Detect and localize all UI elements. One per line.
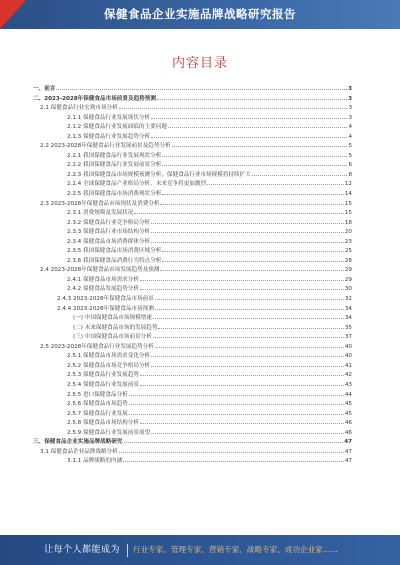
toc-page-number: 42 (344, 372, 352, 379)
toc-leader-dots (153, 337, 344, 338)
toc-page-number: 8 (348, 171, 352, 178)
toc-entry-label: (三) 中国保健食品市场前景分析 (73, 334, 152, 341)
toc-entry[interactable] (33, 276, 352, 286)
toc-entry-label: 2.1.3 保健食品行业发展趋势分析 (67, 133, 151, 140)
toc-entry[interactable] (33, 257, 352, 267)
toc-entry[interactable] (33, 247, 352, 257)
toc-entry-label: 2.5.1 保健食品市场需求变化分析 (67, 353, 151, 360)
toc-entry[interactable] (33, 448, 352, 458)
toc-entry[interactable] (33, 419, 352, 429)
toc-page-number: 4 (348, 133, 352, 140)
toc-page-number: 12 (344, 181, 352, 188)
toc-leader-dots (162, 261, 344, 262)
toc-entry-label: 2.4.2 保健食品发展趋势分析 (67, 286, 139, 293)
toc-leader-dots (140, 375, 344, 376)
toc-entry-label: 2.4.3 2023-2028年保健食品市场前景 (57, 296, 154, 303)
toc-page-number: 3 (348, 95, 352, 102)
toc-leader-dots (168, 127, 348, 128)
toc-entry[interactable] (33, 333, 352, 343)
toc-leader-dots (140, 280, 344, 281)
toc-leader-dots (160, 204, 343, 205)
toc-entry-label: 2.2.2 我国保健食品行业发展前景分析 (67, 162, 162, 169)
toc-page-number: 3 (348, 105, 352, 112)
toc-entry-label: 2.3 2023-2028年保健食品市场现状及消费分析 (40, 200, 160, 207)
toc-entry-label: 三、保健食品企业实施品牌战略研究 (33, 439, 123, 446)
toc-entry[interactable] (33, 104, 352, 114)
toc-leader-dots (134, 213, 344, 214)
toc-entry-label: 2.3.5 我国保健食品市场消费区域分析 (67, 248, 162, 255)
footer-slogan-right: 行业专家、管理专家、营销专家、战略专家、成功企业家…… (133, 545, 339, 554)
toc-entry[interactable] (33, 343, 352, 353)
toc-page-number: 45 (344, 410, 352, 417)
toc-leader-dots (252, 175, 348, 176)
toc-entry-label: 2.5.7 保健食品行业发展 (67, 410, 128, 417)
toc-entry[interactable] (33, 152, 352, 162)
toc-entry[interactable] (33, 228, 352, 238)
toc-entry-label: 2.2.1 我国保健食品行业发展现状分析 (67, 152, 162, 159)
page-footer (0, 535, 400, 565)
toc-entry[interactable] (33, 400, 352, 410)
toc-page-number: 40 (344, 343, 352, 350)
toc-entry-label: 2.2.4 全球保健食品产业格局分析，未来竞争将更加激烈 (67, 181, 207, 188)
toc-page-number: 15 (344, 200, 352, 207)
toc-page-number: 29 (344, 276, 352, 283)
toc-entry[interactable] (33, 142, 352, 152)
footer-slogan-left: 让每个人都能成为 (44, 545, 121, 555)
toc-page-number: 47 (344, 448, 352, 455)
toc-leader-dots (207, 184, 344, 185)
toc-page-number: 25 (344, 248, 352, 255)
toc-page-number: 34 (344, 305, 352, 312)
toc-page-number: 14 (344, 191, 352, 198)
toc-leader-dots (56, 89, 347, 90)
toc-page-number: 40 (344, 353, 352, 360)
toc-entry-label: 一、前言 (33, 86, 56, 92)
toc-entry[interactable] (33, 324, 352, 334)
toc-entry[interactable] (33, 171, 352, 181)
toc-leader-dots (140, 423, 344, 424)
toc-leader-dots (123, 461, 344, 462)
toc-entry[interactable] (33, 200, 352, 210)
toc-page-number: 44 (344, 391, 352, 398)
toc-entry-label: 3.1.1 品牌战略的内涵 (67, 458, 123, 465)
toc-leader-dots (140, 385, 344, 386)
toc-entry[interactable] (33, 429, 352, 439)
toc-page-number: 3 (348, 114, 352, 121)
toc-entry[interactable] (33, 362, 352, 372)
footer-divider (127, 544, 128, 557)
toc-page-number: 41 (344, 362, 352, 369)
toc-entry[interactable] (33, 381, 352, 391)
toc-entry-label: 2.3.4 保健食品市场消费群体分析 (67, 238, 151, 245)
toc-page-number: 32 (344, 296, 352, 303)
toc-page-number: 45 (344, 401, 352, 408)
toc-leader-dots (124, 442, 344, 443)
toc-entry-label: 2.5.5 进口保健食品分析 (67, 391, 128, 398)
toc-leader-dots (151, 356, 344, 357)
toc-leader-dots (129, 404, 344, 405)
toc-entry-label: 2.5.3 保健食品行业发展趋势 (67, 372, 139, 379)
toc-entry-label: 2.2.5 我国保健食品市场消费现状分析 (67, 191, 162, 198)
toc-page-number: 47 (344, 439, 352, 446)
toc-page-number: 6 (348, 162, 352, 169)
toc-entry-label: 2.3.2 保健食品行业竞争格局分析 (67, 219, 151, 226)
report-title: 保健食品企业实施品牌战略研究报告 (104, 7, 296, 21)
toc-entry[interactable] (33, 161, 352, 171)
toc-entry[interactable] (33, 85, 352, 95)
toc-page-number: 29 (344, 267, 352, 274)
toc-page-number: 35 (344, 324, 352, 331)
toc-leader-dots (162, 251, 344, 252)
toc-entry-label: 2.2 2023-2028年保健食品行业发展前景及趋势分析 (40, 143, 171, 150)
toc-leader-dots (162, 156, 347, 157)
toc-leader-dots (157, 99, 347, 100)
toc-entry[interactable] (33, 238, 352, 248)
toc-entry-label: 2.5.9 保健食品行业发展前景展望 (67, 429, 151, 436)
toc-page-number: 5 (348, 143, 352, 150)
toc-page-number: 43 (344, 381, 352, 388)
toc-leader-dots (153, 318, 344, 319)
toc-leader-dots (172, 146, 348, 147)
toc-leader-dots (151, 242, 344, 243)
toc-entry[interactable] (33, 133, 352, 143)
toc-entry-label: 二、2023-2028年保健食品市场前景及趋势预测 (33, 95, 156, 102)
toc-page-number: 28 (344, 257, 352, 264)
toc-entry-label: 2.2.3 我国保健食品市场规模预测分析，保健食品行业市场规模将持续扩大 (67, 171, 251, 178)
toc-entry[interactable] (33, 219, 352, 229)
toc-leader-dots (155, 309, 344, 310)
toc-entry[interactable] (33, 95, 352, 105)
toc-entry-label: 2.5 2023-2028年保健食品行业发展趋势分析 (40, 343, 154, 350)
toc-page-number: 37 (344, 334, 352, 341)
toc-entry[interactable] (33, 410, 352, 420)
toc-entry-label: 2.3.6 我国保健食品消费行为特点分析 (67, 257, 162, 264)
toc-page-number: 23 (344, 238, 352, 245)
toc-page-number: 46 (344, 429, 352, 436)
toc-leader-dots (155, 347, 344, 348)
toc-leader-dots (162, 165, 347, 166)
toc-entry[interactable] (33, 266, 352, 276)
toc-leader-dots (151, 433, 344, 434)
toc-leader-dots (151, 366, 344, 367)
toc-entry-label: 2.1 保健食品行业宏观市场分析 (40, 105, 118, 112)
toc-entry[interactable] (33, 180, 352, 190)
toc-entry-label: 2.1.1 保健食品行业发展现状分析 (67, 114, 151, 121)
toc-leader-dots (119, 452, 344, 453)
toc-page-number: 15 (344, 210, 352, 217)
toc-entry[interactable] (33, 285, 352, 295)
toc-entry[interactable] (33, 457, 352, 467)
toc-entry-label: 2.5.6 保健食品市场趋势 (67, 401, 128, 408)
toc-page-number: 30 (344, 286, 352, 293)
toc-entry[interactable] (33, 305, 352, 315)
toc-entry[interactable] (33, 352, 352, 362)
toc-heading: 内容目录 (171, 56, 228, 71)
toc-entry[interactable] (33, 190, 352, 200)
toc-entry-label: 2.3.1 消费规模及发展状况 (67, 210, 134, 217)
toc-leader-dots (151, 232, 344, 233)
toc-entry-label: 2.3.3 保健食品行业市场结构分析 (67, 229, 151, 236)
toc-leader-dots (151, 223, 344, 224)
toc-entry[interactable] (33, 391, 352, 401)
toc-page-number: 3 (348, 86, 352, 92)
toc-entry[interactable] (33, 209, 352, 219)
toc-leader-dots (151, 137, 347, 138)
toc-page-number: 34 (344, 315, 352, 322)
toc-page-number: 47 (344, 458, 352, 465)
toc-entry[interactable] (33, 295, 352, 305)
toc-leader-dots (129, 395, 344, 396)
table-of-contents (33, 85, 352, 467)
toc-entry[interactable] (33, 371, 352, 381)
toc-entry-label: 2.5.8 保健食品市场结构分析 (67, 420, 139, 427)
toc-page-number: 4 (348, 124, 352, 131)
toc-entry[interactable] (33, 123, 352, 133)
toc-leader-dots (158, 328, 343, 329)
toc-leader-dots (119, 108, 348, 109)
toc-entry-label: 2.4.4 2023-2028年保健食品市场预测 (57, 305, 154, 312)
toc-leader-dots (155, 299, 344, 300)
toc-entry[interactable] (33, 114, 352, 124)
toc-page-number: 5 (348, 152, 352, 159)
toc-entry-label: (一) 中国保健食品市场规模增速 (73, 315, 152, 322)
toc-entry-label: 2.5.2 保健食品市场竞争格局分析 (67, 362, 151, 369)
toc-page-number: 20 (344, 229, 352, 236)
toc-entry[interactable] (33, 438, 352, 448)
toc-entry[interactable] (33, 314, 352, 324)
toc-entry-label: 2.1.2 保健食品行业发展面临的主要问题 (67, 124, 167, 131)
page-header (0, 0, 400, 29)
toc-leader-dots (129, 414, 344, 415)
toc-entry-label: 2.4 2023-2028年保健食品市场发展趋势及预测 (40, 267, 160, 274)
toc-entry-label: (二) 未来保健食品市场的发展趋势 (73, 324, 158, 331)
toc-page-number: 18 (344, 219, 352, 226)
toc-leader-dots (162, 194, 344, 195)
toc-entry-label: 2.4.1 保健食品市场需求分析 (67, 276, 139, 283)
toc-page-number: 46 (344, 420, 352, 427)
toc-leader-dots (140, 289, 344, 290)
toc-entry-label: 2.5.4 保健食品行业发展前景 (67, 381, 139, 388)
toc-entry-label: 3.1 保健食品企业品牌战略分析 (40, 448, 118, 455)
toc-leader-dots (160, 270, 343, 271)
toc-leader-dots (151, 118, 347, 119)
